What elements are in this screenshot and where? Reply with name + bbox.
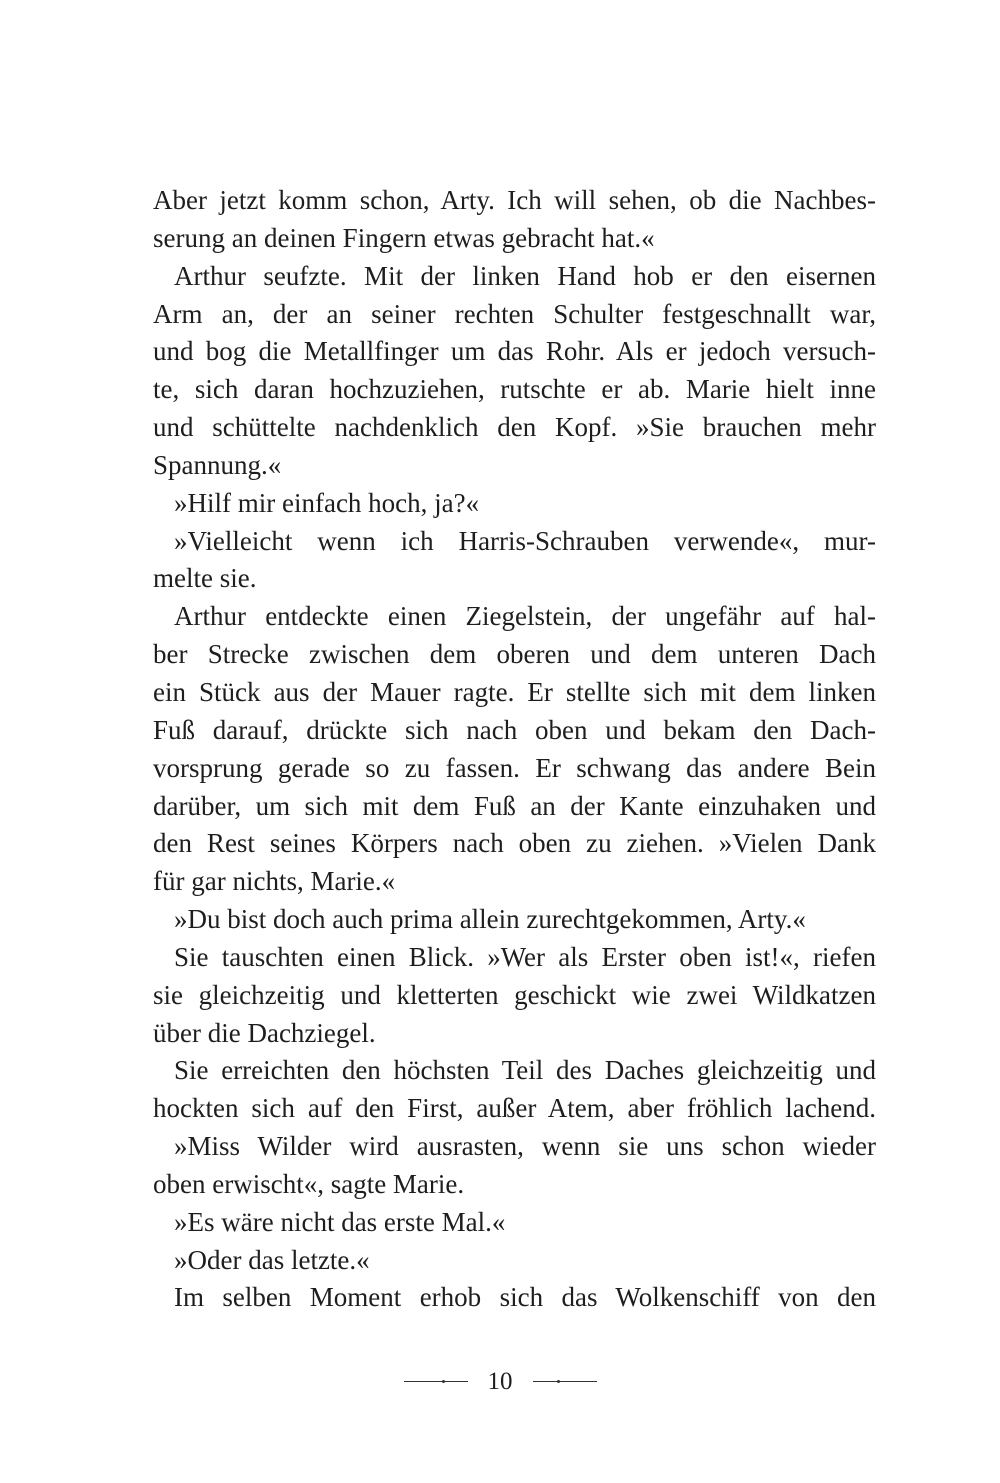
text-line: »Miss Wilder wird ausrasten, wenn sie uns schon wieder: [174, 1131, 876, 1162]
text-line: über die Dachziegel.: [153, 1017, 376, 1048]
text-line: ein Stück aus der Mauer ragte. Er stellte sich mit dem linken: [153, 676, 876, 707]
text-line: Sie erreichten den höchsten Teil des Daches gleichzeitig und: [174, 1055, 876, 1086]
text-line: und bog die Metallfinger um das Rohr. Als er jedoch versuch-: [153, 336, 876, 367]
text-line: serung an deinen Fingern etwas gebracht hat.«: [153, 222, 655, 253]
page-footer: [0, 1362, 1000, 1402]
ornament-right-icon: [533, 1372, 597, 1392]
text-line: Fuß darauf, drückte sich nach oben und bekam den Dach-: [153, 714, 876, 745]
text-line: »Es wäre nicht das erste Mal.«: [174, 1206, 506, 1237]
text-line: »Vielleicht wenn ich Harris-Schrauben verwende«, mur-: [174, 525, 876, 556]
text-line: »Du bist doch auch prima allein zurechtgekommen, Arty.«: [174, 904, 806, 935]
text-line: sie gleichzeitig und kletterten geschickt wie zwei Wildkatzen: [153, 979, 876, 1010]
text-line: melte sie.: [153, 563, 257, 594]
text-line: Sie tauschten einen Blick. »Wer als Erster oben ist!«, riefen: [174, 941, 876, 972]
text-line: Arthur entdeckte einen Ziegelstein, der ungefähr auf hal-: [174, 601, 876, 632]
text-line: »Oder das letzte.«: [174, 1244, 370, 1275]
text-line: ber Strecke zwischen dem oberen und dem unteren Dach: [153, 639, 876, 670]
ornament-left-icon: [404, 1372, 468, 1392]
text-line: den Rest seines Körpers nach oben zu ziehen. »Vielen Dank: [153, 828, 876, 859]
text-line: für gar nichts, Marie.«: [153, 866, 396, 897]
text-line: oben erwischt«, sagte Marie.: [153, 1168, 465, 1199]
body-text: [153, 182, 876, 1317]
text-line: te, sich daran hochzuziehen, rutschte er ab. Marie hielt inne: [153, 374, 876, 405]
text-line: vorsprung gerade so zu fassen. Er schwang das andere Bein: [153, 752, 876, 783]
text-line: darüber, um sich mit dem Fuß an der Kante einzuhaken und: [153, 790, 876, 821]
text-line: und schüttelte nachdenklich den Kopf. »Sie brauchen mehr: [153, 412, 876, 443]
text-line: Arthur seufzte. Mit der linken Hand hob er den eisernen: [174, 260, 876, 291]
text-line: Im selben Moment erhob sich das Wolkenschiff von den: [174, 1282, 876, 1313]
text-line: Aber jetzt komm schon, Arty. Ich will sehen, ob die Nachbes-: [153, 185, 876, 215]
text-line: »Hilf mir einfach hoch, ja?«: [174, 487, 480, 518]
text-line: Arm an, der an seiner rechten Schulter festgeschnallt war,: [153, 298, 876, 329]
page-number: 10: [487, 1368, 513, 1395]
text-line: Spannung.«: [153, 449, 282, 480]
text-line: hockten sich auf den First, außer Atem, aber fröhlich lachend.: [153, 1093, 876, 1124]
